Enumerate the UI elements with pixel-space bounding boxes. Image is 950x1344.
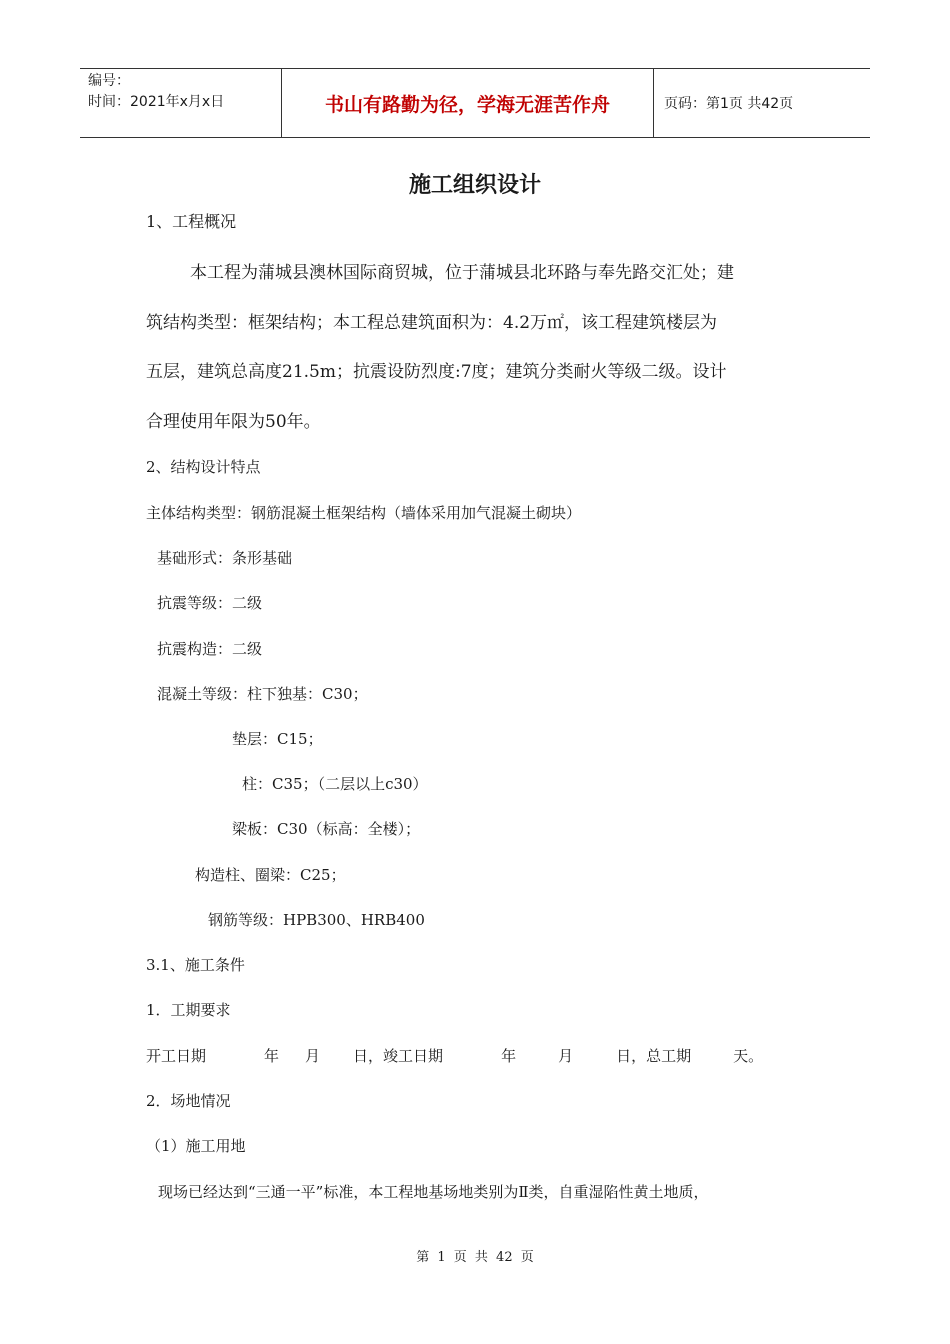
structure-item: 垫层：C15； (232, 730, 323, 748)
structure-item: 梁板：C30（标高：全楼）； (232, 820, 421, 838)
structure-item: 钢筋等级：HPB300、HRB400 (208, 911, 425, 929)
section-heading-overview: 1、工程概况 (146, 212, 237, 231)
overview-line: 本工程为蒲城县澳林国际商贸城，位于蒲城县北环路与奉先路交汇处；建 (190, 263, 734, 283)
header-motto: 书山有路勤为径，学海无涯苦作舟 (282, 69, 654, 137)
schedule-line (146, 1045, 763, 1066)
site-description-line: 现场已经达到“三通一平”标准，本工程地基场地类别为Ⅱ类，自重湿陷性黄土地质， (158, 1183, 709, 1201)
structure-item: 柱：C35；（二层以上c30） (242, 775, 428, 793)
schedule-end-label: 日，竣工日期 (353, 1047, 444, 1065)
structure-item: 构造柱、圈梁：C25； (195, 866, 346, 884)
schedule-total-days: 天。 (733, 1047, 764, 1065)
schedule-end-year: 年 (501, 1047, 517, 1065)
section-heading-conditions: 3.1、施工条件 (146, 956, 245, 974)
structure-item: 抗震等级：二级 (157, 594, 263, 612)
overview-line: 合理使用年限为50年。 (146, 412, 321, 432)
overview-line: 筑结构类型：框架结构；本工程总建筑面积为：4.2万㎡，该工程建筑楼层为 (146, 313, 718, 333)
header-number: 编号： (88, 73, 130, 89)
header-meta (80, 69, 282, 137)
schedule-end-month: 月 (558, 1047, 574, 1065)
schedule-start-month: 月 (305, 1047, 321, 1065)
subheading-land-use: （1）施工用地 (146, 1137, 246, 1155)
schedule-start-year: 年 (264, 1047, 280, 1065)
subheading-schedule: 1．工期要求 (146, 1001, 231, 1019)
header-time: 时间：2021年x月x日 (88, 94, 225, 110)
structure-item: 混凝土等级：柱下独基：C30； (157, 685, 368, 703)
page-footer: 第 1 页 共 42 页 (416, 1250, 534, 1265)
page-header (80, 68, 870, 138)
structure-item: 抗震构造：二级 (157, 640, 263, 658)
subheading-site: 2．场地情况 (146, 1092, 231, 1110)
overview-line: 五层，建筑总高度21.5m；抗震设防烈度:7度；建筑分类耐火等级二级。设计 (146, 362, 727, 382)
structure-item: 主体结构类型：钢筋混凝土框架结构（墙体采用加气混凝土砌块） (146, 504, 582, 522)
schedule-total-label: 日，总工期 (616, 1047, 692, 1065)
section-heading-structure: 2、结构设计特点 (146, 458, 261, 476)
header-page-info: 页码：第1页 共42页 (664, 96, 794, 112)
document-title: 施工组织设计 (408, 172, 541, 198)
structure-item: 基础形式：条形基础 (157, 549, 293, 567)
schedule-start-label: 开工日期 (146, 1047, 207, 1065)
